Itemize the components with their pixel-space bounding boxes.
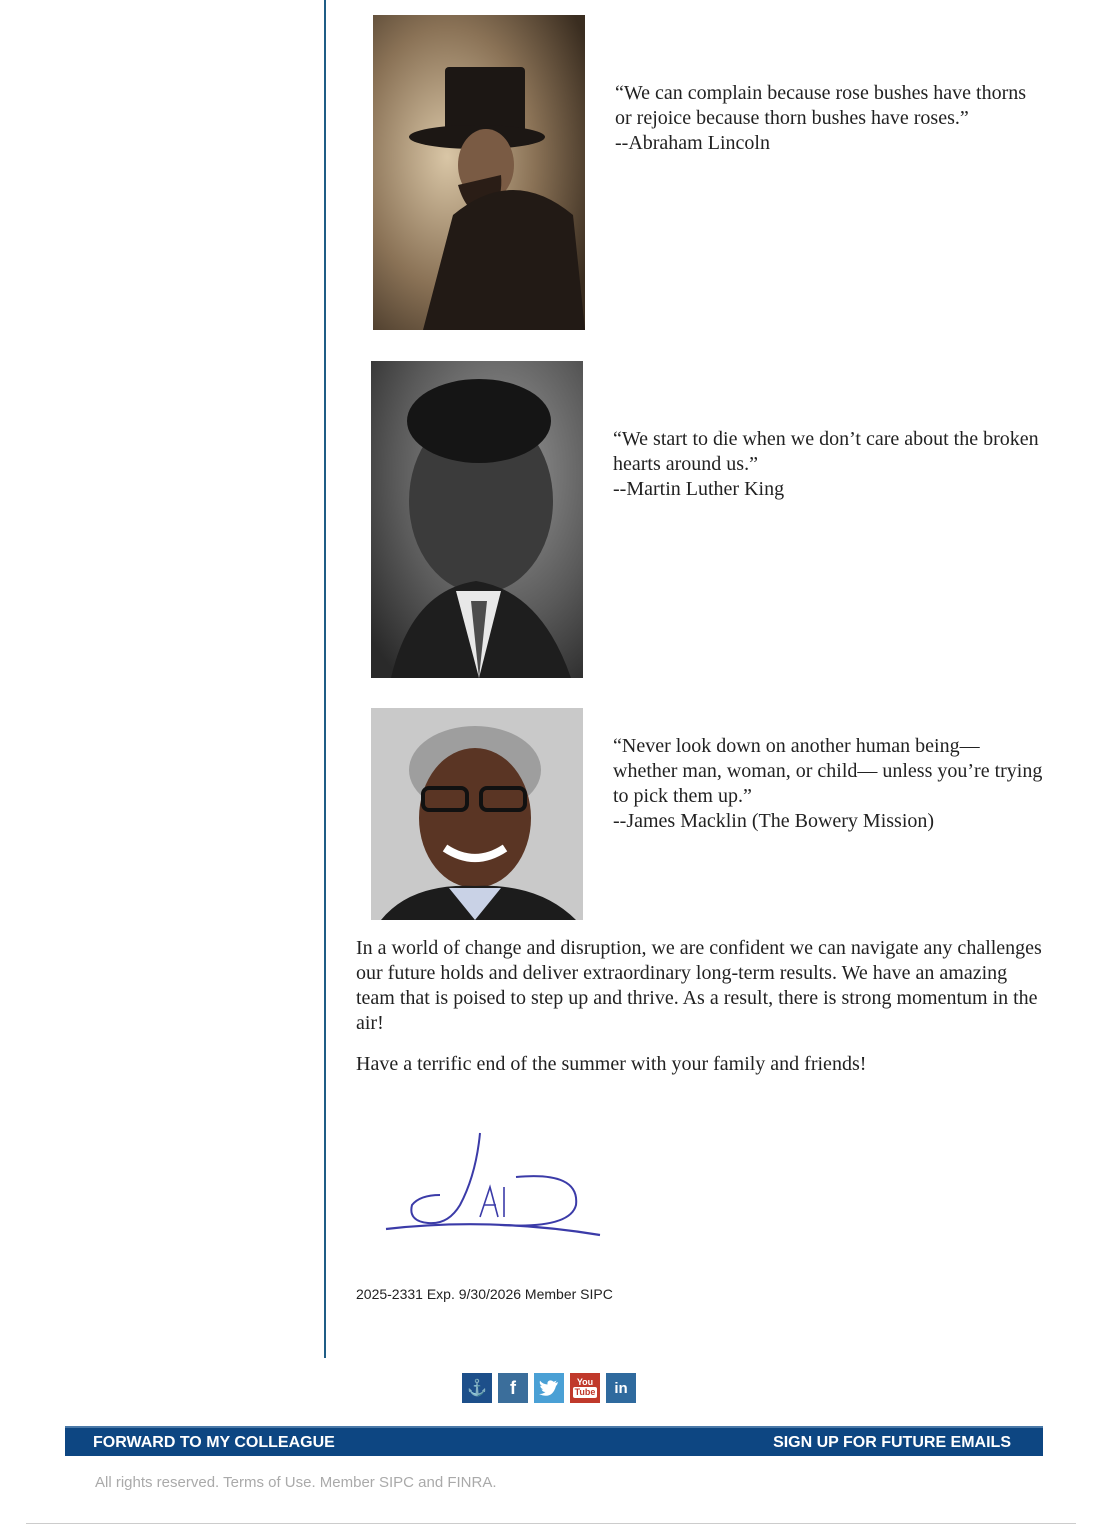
facebook-icon[interactable]: f: [498, 1373, 528, 1403]
quote-author: --James Macklin (The Bowery Mission): [613, 810, 935, 832]
mlk-portrait: [371, 361, 583, 678]
rights-text: All rights reserved. Terms of Use. Member SIPC and FINRA.: [95, 1474, 497, 1491]
twitter-icon[interactable]: [534, 1373, 564, 1403]
website-icon[interactable]: ⚓: [462, 1373, 492, 1403]
closing-paragraph: In a world of change and disruption, we are confident we can navigate any challenges our future holds and deliver extraordinary long-term results. We have an amazing team that is poised to step up and thrive. As a result, there is strong momentum in the air!: [356, 937, 1042, 1034]
youtube-icon[interactable]: [570, 1373, 600, 1403]
forward-to-colleague-link[interactable]: FORWARD TO MY COLLEAGUE: [93, 1434, 335, 1451]
lincoln-portrait: [373, 15, 585, 330]
footer-bar: [65, 1426, 1043, 1456]
macklin-quote: [613, 734, 1045, 834]
quote-text: “Never look down on another human being— whether man, woman, or child— unless you’re trying to pick them up.”: [613, 735, 1043, 807]
youtube-tube: Tube: [574, 1387, 596, 1397]
youtube-you: You: [576, 1377, 594, 1387]
sign-up-link[interactable]: SIGN UP FOR FUTURE EMAILS: [773, 1434, 1011, 1451]
macklin-portrait: [371, 708, 583, 920]
quote-author: --Martin Luther King: [613, 478, 785, 500]
quote-text: “We can complain because rose bushes have thorns or rejoice because thorn bushes have roses.”: [615, 82, 1027, 129]
compliance-code: 2025-2331 Exp. 9/30/2026 Member SIPC: [356, 1286, 613, 1302]
farewell-paragraph: Have a terrific end of the summer with your family and friends!: [356, 1053, 867, 1075]
quote-author: --Abraham Lincoln: [615, 132, 770, 154]
linkedin-icon[interactable]: in: [606, 1373, 636, 1403]
lincoln-quote: [615, 81, 1045, 156]
content-divider: [324, 0, 326, 1358]
signature: [380, 1125, 610, 1245]
mlk-quote: [613, 427, 1045, 502]
quote-text: “We start to die when we don’t care about the broken hearts around us.”: [613, 428, 1039, 475]
bottom-divider: [26, 1523, 1076, 1524]
